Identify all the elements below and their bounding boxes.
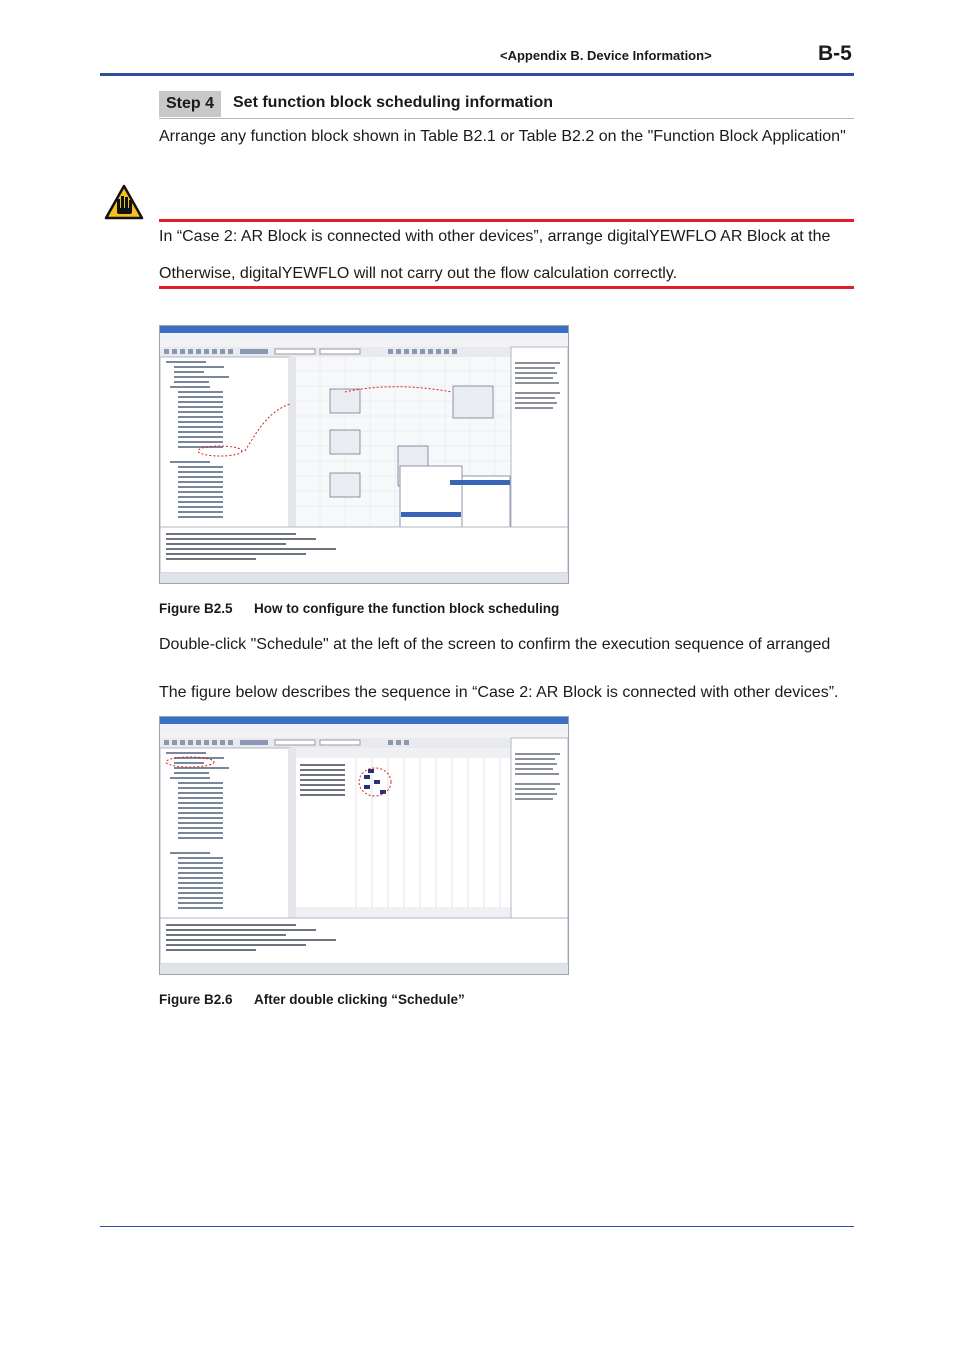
figure-b2-6-title: After double clicking “Schedule” — [254, 992, 465, 1007]
paragraph-sequence: The figure below describes the sequence in “Case 2: AR Block is connected with other devices”. — [159, 684, 839, 701]
caution-hand-icon — [104, 184, 144, 225]
step-divider — [159, 118, 854, 119]
figure-b2-6-caption — [159, 992, 465, 1007]
header-rule — [100, 73, 854, 76]
caution-top-rule — [159, 219, 854, 222]
running-header: <Appendix B. Device Information> — [500, 48, 712, 63]
figure-b2-5-number: Figure B2.5 — [159, 601, 233, 616]
step-paragraph: Arrange any function block shown in Table B2.1 or Table B2.2 on the "Function Block Application" — [159, 128, 846, 145]
caution-bottom-rule — [159, 286, 854, 289]
caution-line-1: In “Case 2: AR Block is connected with other devices”, arrange digitalYEWFLO AR Block at the — [159, 228, 831, 245]
figure-b2-5-title: How to configure the function block scheduling — [254, 601, 560, 616]
step-label: Step 4 — [159, 91, 221, 117]
figure-b2-6-screenshot — [159, 716, 569, 975]
paragraph-double-click: Double-click "Schedule" at the left of the screen to confirm the execution sequence of arranged — [159, 636, 831, 653]
footer-rule — [100, 1226, 854, 1227]
page-number: B-5 — [818, 42, 852, 65]
caution-line-2: Otherwise, digitalYEWFLO will not carry out the flow calculation correctly. — [159, 265, 678, 282]
figure-b2-5-screenshot — [159, 325, 569, 584]
step-title: Set function block scheduling information — [233, 94, 554, 111]
figure-b2-6-number: Figure B2.6 — [159, 992, 233, 1007]
figure-b2-5-caption — [159, 601, 559, 616]
